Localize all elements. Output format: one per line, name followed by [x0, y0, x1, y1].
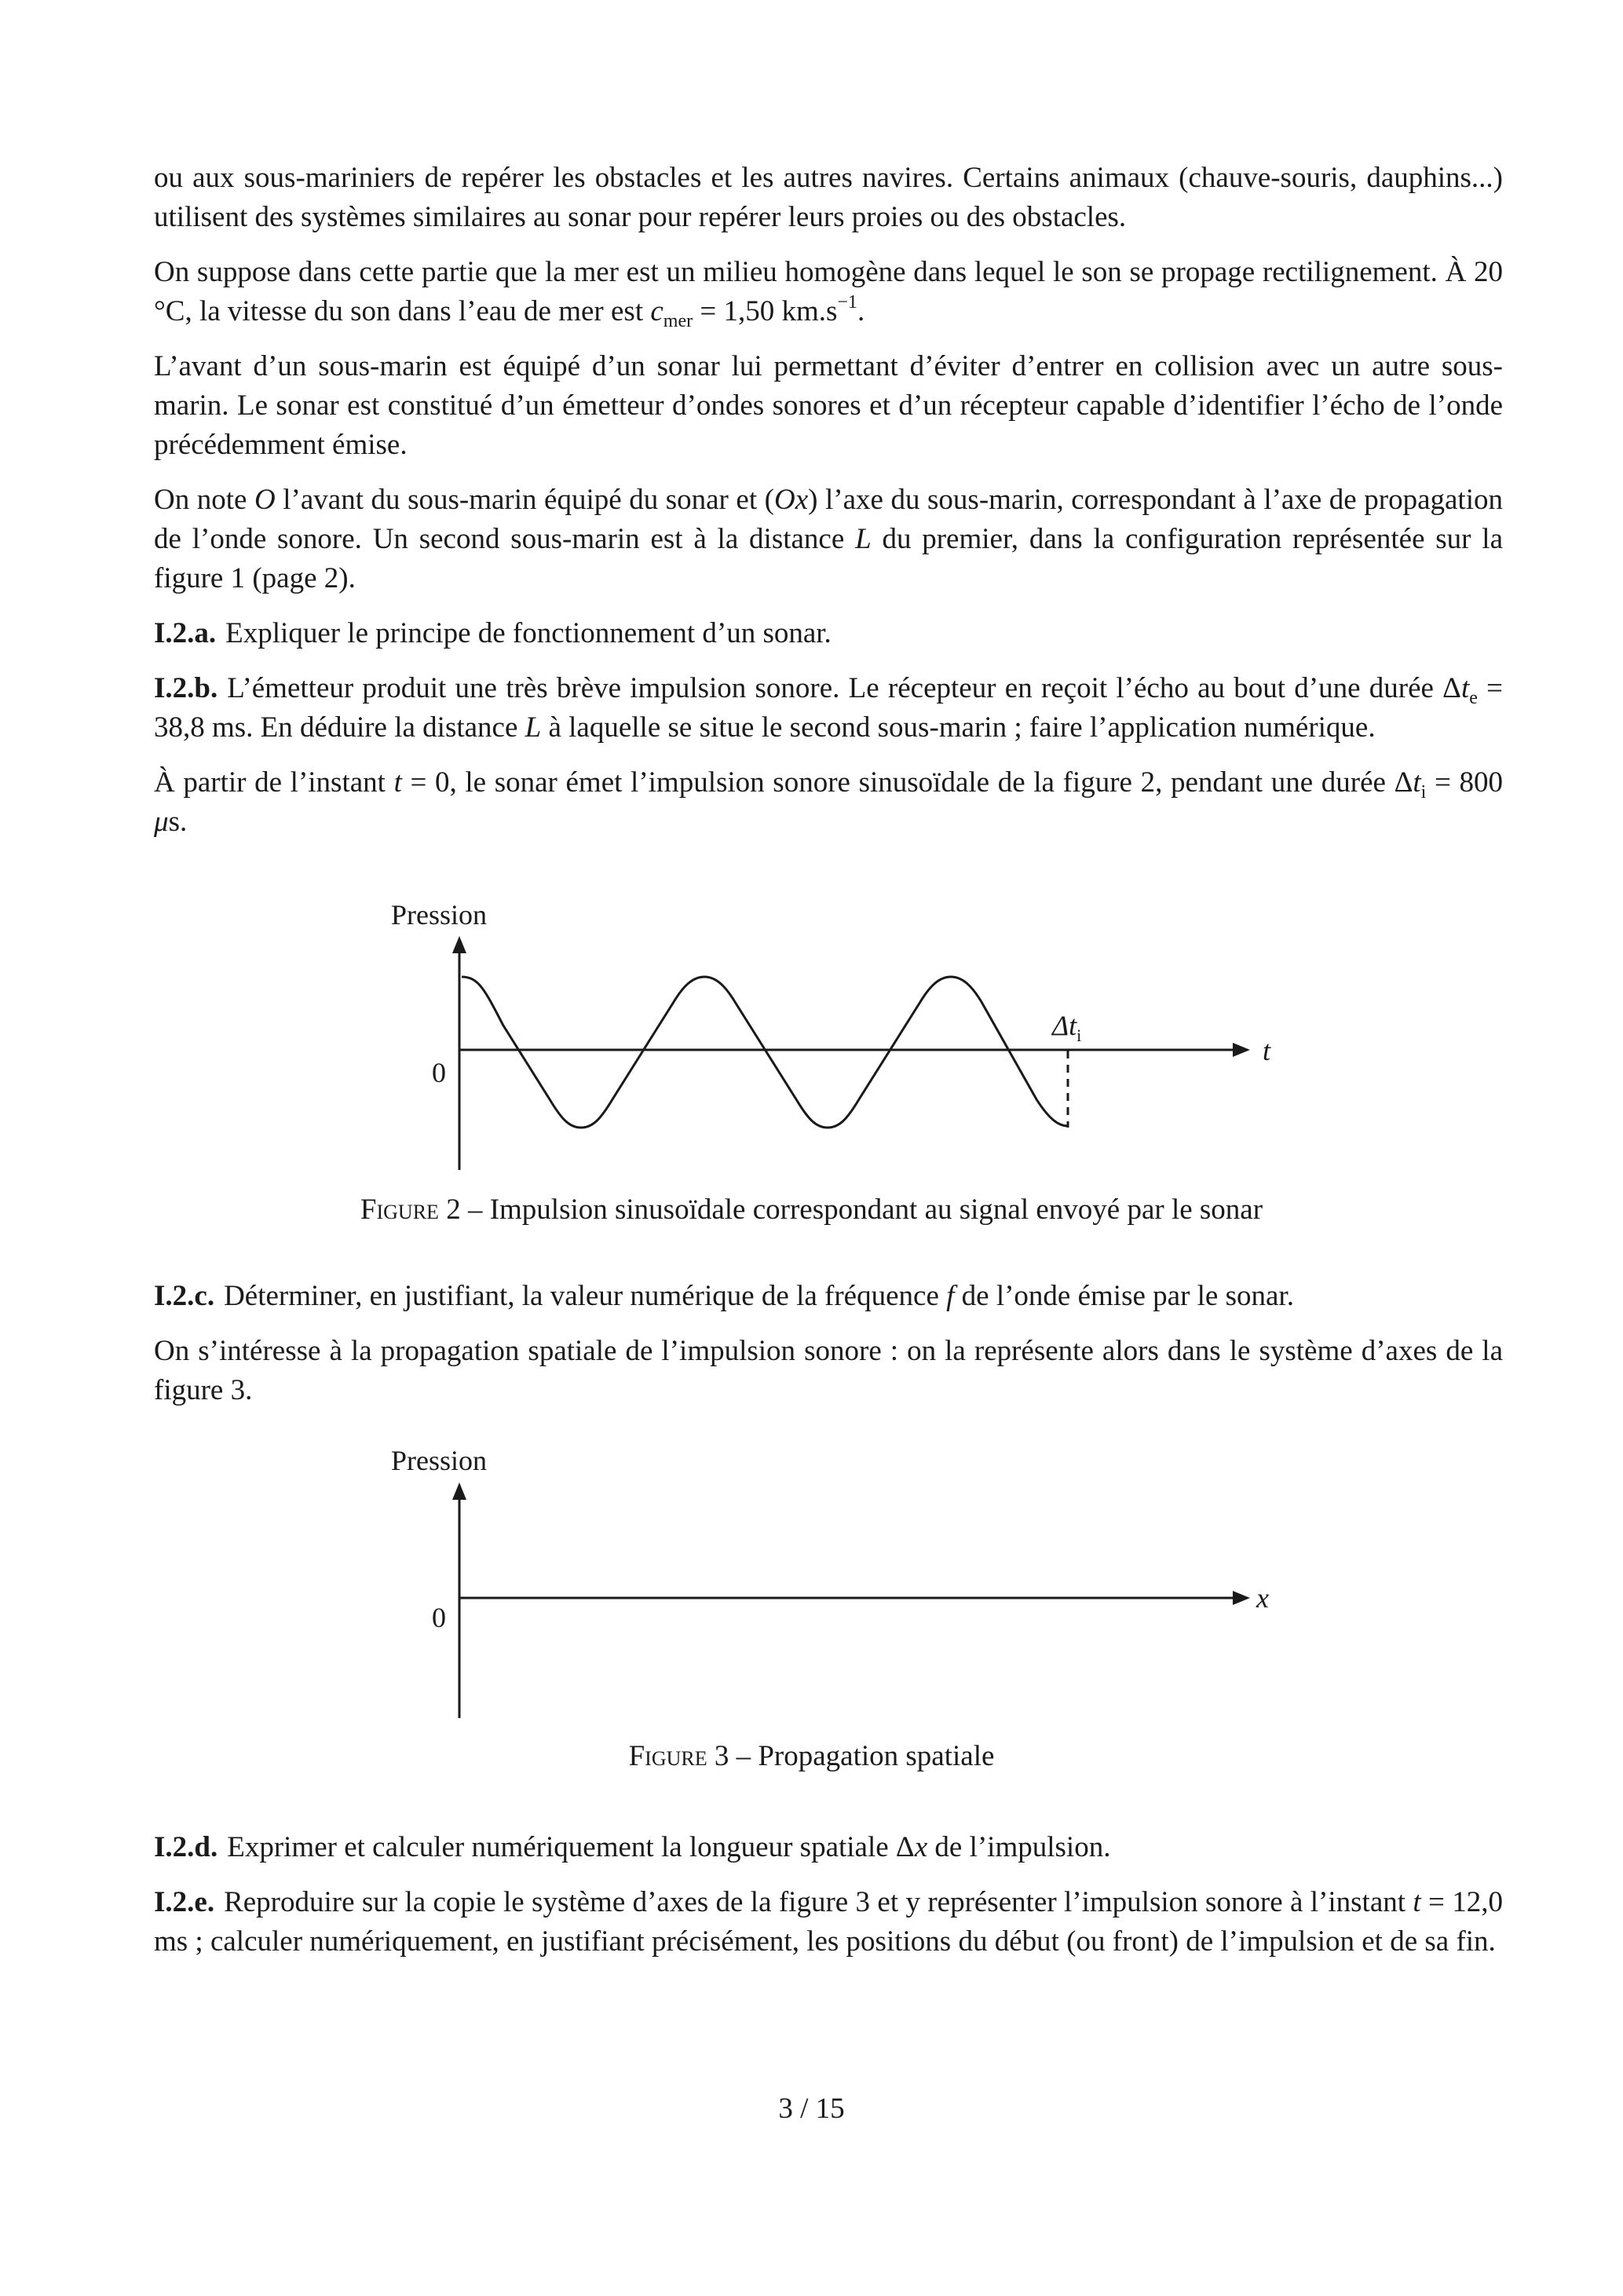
figure-3-caption: Figure 3 – Propagation spatiale: [628, 1740, 995, 1772]
intro-block: [154, 159, 1503, 857]
figure-2-caption: Figure 2 – Impulsion sinusoïdale correspondant au signal envoyé par le sonar: [360, 1194, 1263, 1226]
intro-paragraph-3: L’avant d’un sous-marin est équipé d’un sonar lui permettant d’éviter d’entrer en collision avec un autre sous-marin. Le sonar est constitué d’un émetteur d’ondes sonores et d’un récepteur capable d’identifier l’écho de l’onde précédemment émise.: [154, 350, 1503, 461]
intro-paragraph-2: On suppose dans cette partie que la mer est un milieu homogène dans lequel le son se propage rectilignement. À 20 °C, la vitesse du son dans l’eau de mer est $c_{mer} = 1,50$ $km.s^{-1}$.: [154, 256, 1503, 331]
paragraph-propagation: On s’intéresse à la propagation spatiale de l’impulsion sonore : on la représente alors dans le système d’axes de la figure 3.: [154, 1335, 1503, 1406]
figure-2-y-arrow: [452, 936, 466, 953]
figure-2-x-label: t: [1263, 1035, 1271, 1066]
figure-3-axes: [0, 1429, 1623, 1735]
figure-2-sine-wave: [462, 977, 1068, 1128]
bottom-block: [154, 1828, 1503, 1977]
figure-3-x-arrow: [1233, 1591, 1250, 1605]
intro-paragraph-1: ou aux sous-mariniers de repérer les obstacles et les autres navires. Certains animaux (chauve-souris, dauphins...) utilisent des systèmes similaires au sonar pour repérer leurs proies ou des obstacles.: [154, 162, 1503, 233]
figure-2-y-label: Pression: [391, 899, 488, 930]
question-i2c: I.2.c. Déterminer, en justifiant, la valeur numérique de la fréquence f de l’onde émise par le sonar.: [154, 1280, 1294, 1312]
figure-3-x-label: x: [1256, 1582, 1269, 1614]
question-i2e: I.2.e. Reproduire sur la copie le système d’axes de la figure 3 et y représenter l’impulsion sonore à l’instant t = 12,0 ms ; calculer numériquement, en justifiant précisément, les positions du début (ou front) de l’impulsion et de sa fin.: [154, 1886, 1503, 1958]
figure-2-x-arrow: [1233, 1043, 1250, 1057]
page-number: 3 / 15: [778, 2093, 845, 2125]
figure-2-origin: 0: [432, 1057, 446, 1088]
question-i2d: I.2.d. Exprimer et calculer numériquement la longueur spatiale Δx de l’impulsion.: [154, 1831, 1111, 1863]
middle-block: [154, 1277, 1503, 1426]
figure-3-origin: 0: [432, 1602, 446, 1633]
figure-2-signal-plot: [0, 879, 1623, 1186]
question-i2b: I.2.b. L’émetteur produit une très brève impulsion sonore. Le récepteur en reçoit l’écho au bout d’une durée $\Delta t_e = 38,8$ ms. En déduire la distance L à laquelle se situe le second sous-marin ; faire l’application numérique.: [154, 672, 1503, 744]
figure-3-y-label: Pression: [391, 1445, 488, 1476]
question-i2a: I.2.a. Expliquer le principe de fonctionnement d’un sonar.: [154, 617, 832, 649]
paragraph-impulse: À partir de l’instant t = 0, le sonar émet l’impulsion sonore sinusoïdale de la figure 2, pendant une durée $\Delta t_i = 800$ μs.: [154, 766, 1503, 838]
figure-3-y-arrow: [452, 1483, 466, 1500]
figure-2-delta-ti-label: $\Delta t_i$: [1052, 1010, 1082, 1045]
intro-paragraph-4: On note O l’avant du sous-marin équipé du sonar et (Ox) l’axe du sous-marin, correspondant à l’axe de propagation de l’onde sonore. Un second sous-marin est à la distance L du premier, dans la configuration représentée sur la figure 1 (page 2).: [154, 484, 1503, 594]
